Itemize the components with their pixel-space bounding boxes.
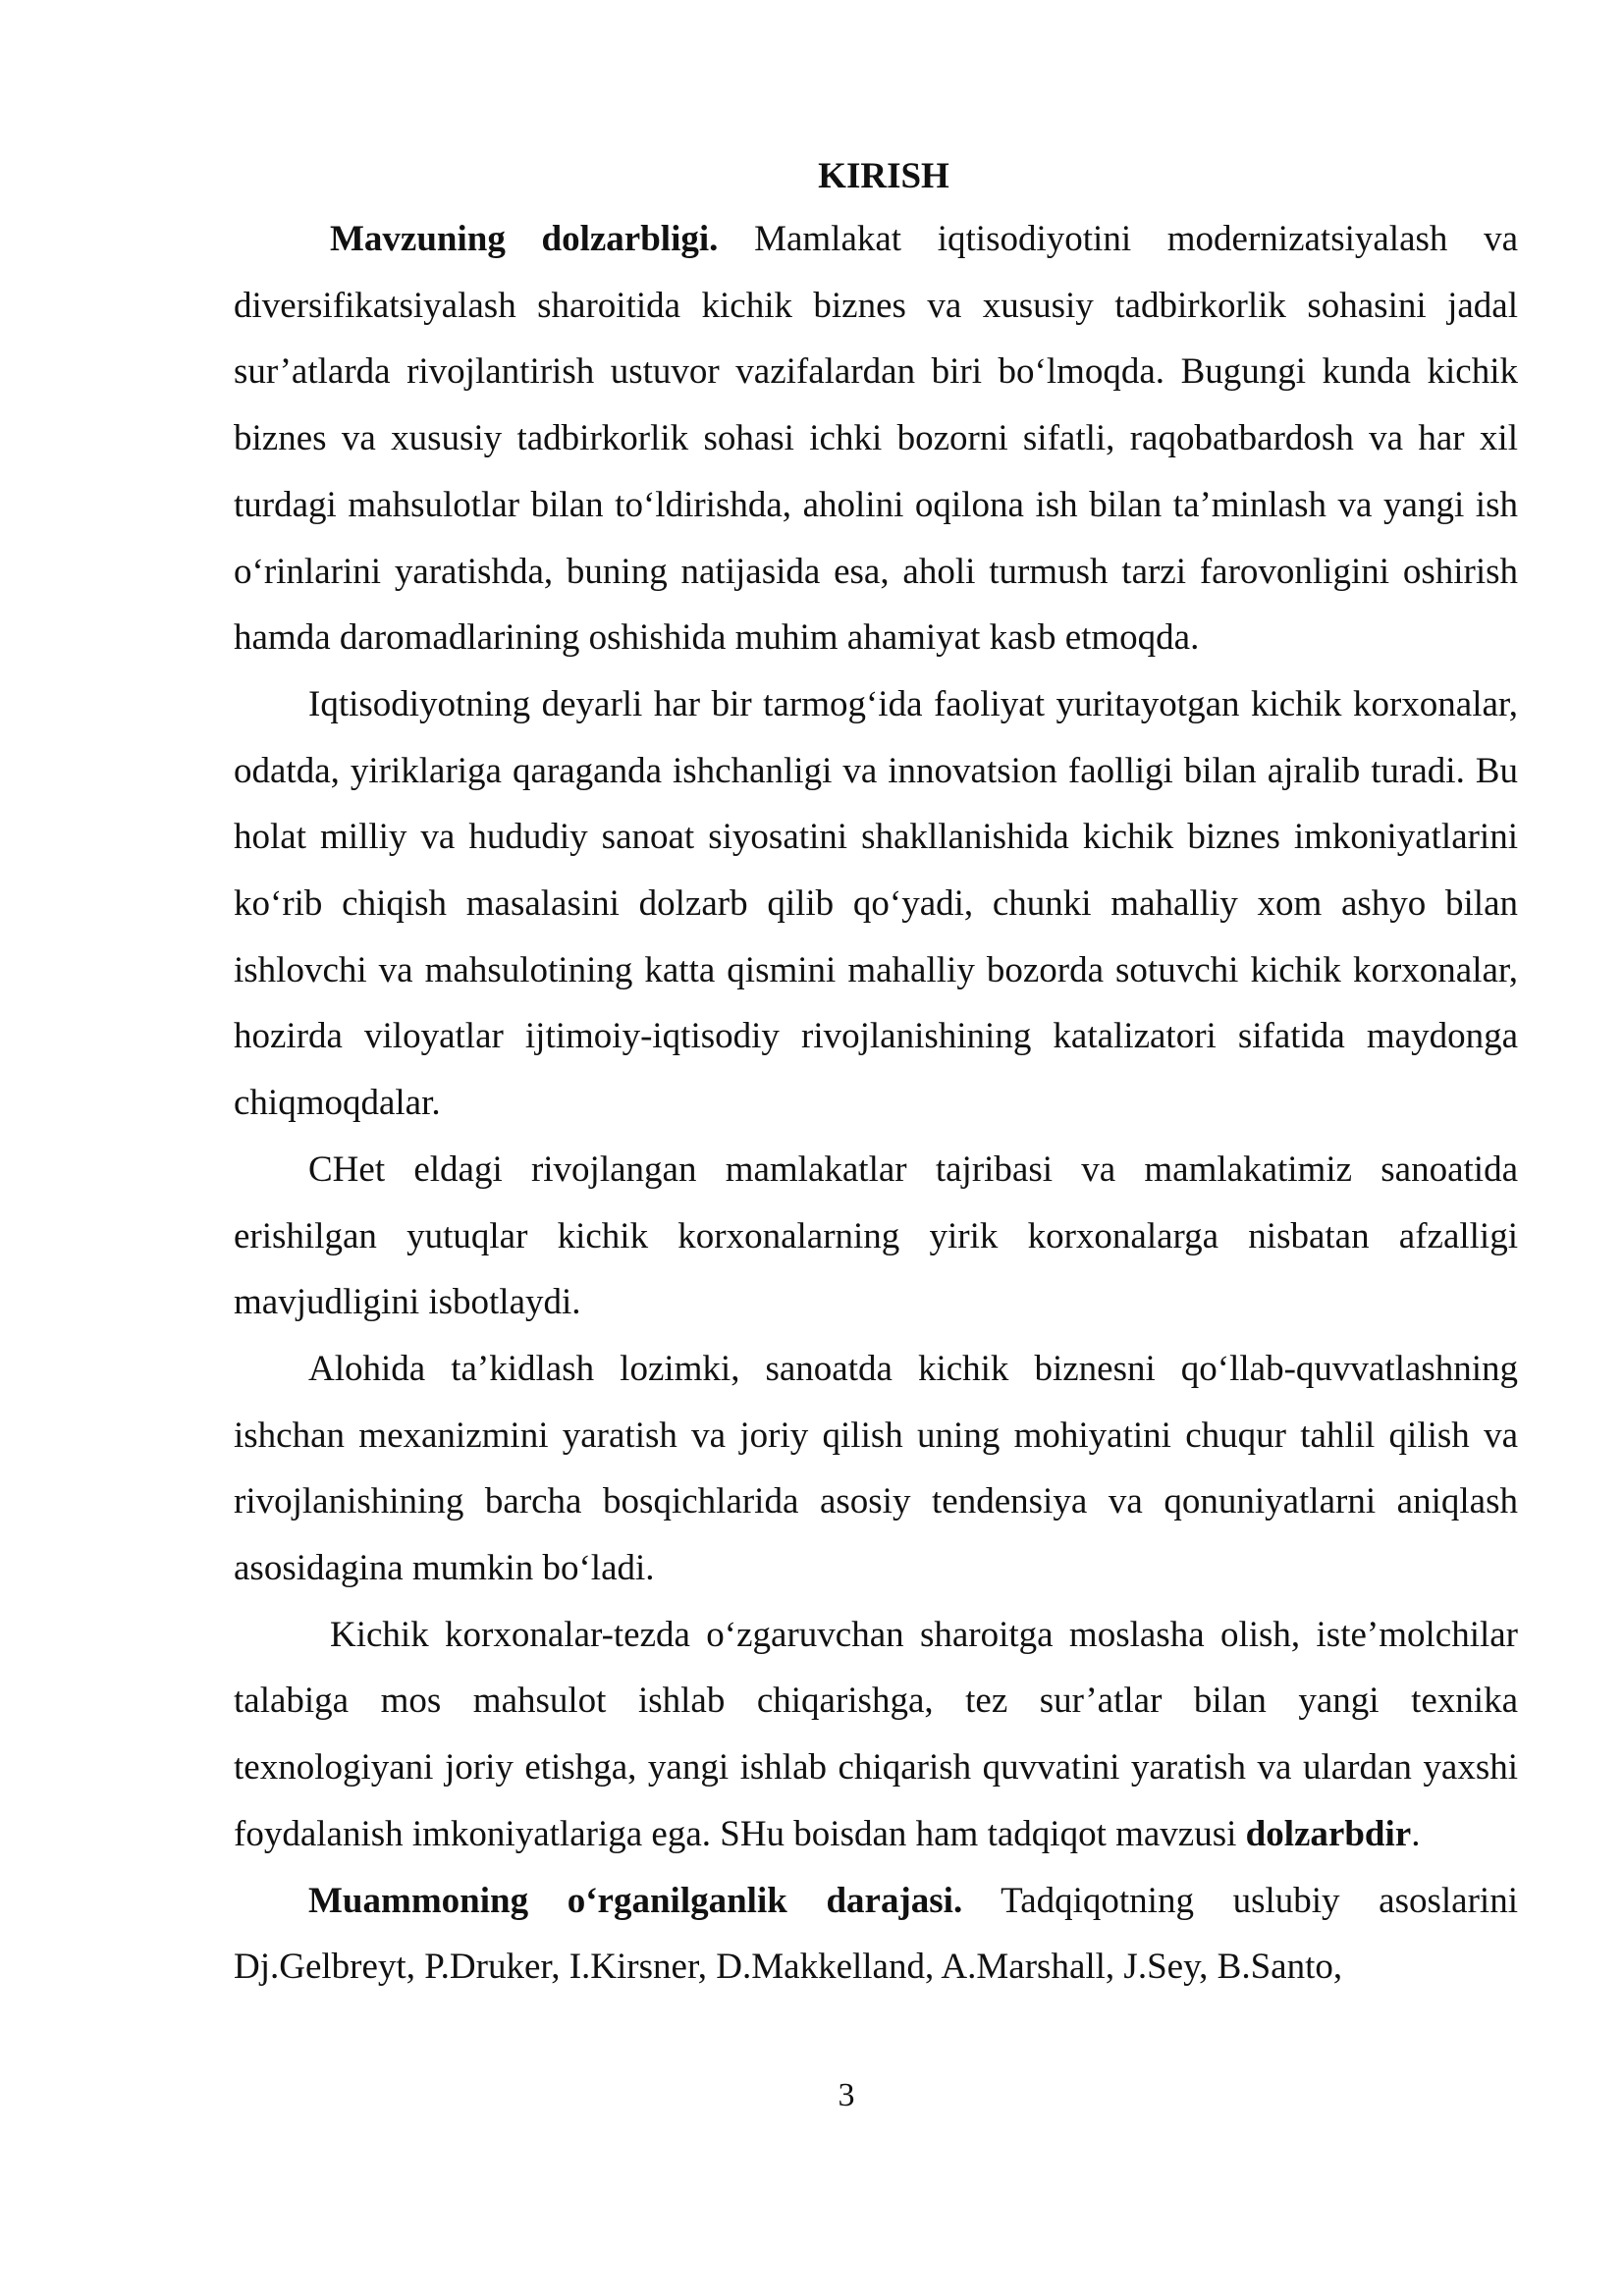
section-heading: KIRISH — [818, 156, 949, 196]
page-content — [234, 147, 1518, 2001]
paragraph-small-enterprises — [234, 671, 1518, 1137]
paragraph-text: CHet eldagi rivojlangan mamlakatlar tajribasi va mamlakatimiz sanoatida erishilgan yutuqlar kichik korxonalarning yirik korxonalarga nisbatan afzalligi mavjudligini isbotlaydi. — [234, 1148, 1518, 1323]
paragraph-study-degree — [234, 1868, 1518, 2001]
paragraph-emphasis: dolzarbdir — [1245, 1813, 1412, 1854]
paragraph-text: Tadqiqotning uslubiy asoslarini Dj.Gelbreyt, P.Druker, I.Kirsner, D.Makkelland, A.Marshall, J.Sey, B.Santo, — [234, 1880, 1518, 1988]
paragraph-flexibility — [234, 1602, 1518, 1868]
paragraph-text: Alohida ta’kidlash lozimki, sanoatda kichik biznesni qo‘llab-quvvatlashning ishchan mexanizmini yaratish va joriy qilish uning mohiyatini chuqur tahlil qilish va rivojlanishining barcha bosqichlarida asosiy tendensiya va qonuniyatlarni aniqlash asosidagina mumkin bo‘ladi. — [234, 1348, 1518, 1589]
paragraph-lead-relevance: Mavzuning dolzarbligi. — [330, 219, 719, 259]
paragraph-text: Mamlakat iqtisodiyotini modernizatsiyalash va diversifikatsiyalash sharoitida kichik biznes va xususiy tadbirkorlik sohasini jadal sur’atlarda rivojlantirish ustuvor vazifalardan biri bo‘lmoqda. Bugungi kunda kichik biznes va xususiy tadbirkorlik sohasi ichki bozorni sifatli, raqobatbardosh va har xil turdagi mahsulotlar bilan to‘ldirishda, aholini oqilona ish bilan ta’minlash va yangi ish o‘rinlarini yaratishda, buning natijasida esa, aholi turmush tarzi farovonligini oshirish hamda daromadlarining oshishida muhim ahamiyat kasb etmoqda. — [234, 219, 1518, 659]
paragraph-foreign-experience — [234, 1137, 1518, 1336]
paragraph-tail: . — [1411, 1813, 1421, 1854]
page-number: 3 — [838, 2077, 855, 2113]
paragraph-text: Iqtisodiyotning deyarli har bir tarmog‘ida faoliyat yuritayotgan kichik korxonalar, odatda, yiriklariga qaraganda ishchanligi va innovatsion faolligi bilan ajralib turadi. Bu holat milliy va hududiy sanoat siyosatini shakllanishida kichik biznes imkoniyatlarini ko‘rib chiqish masalasini dolzarb qilib qo‘yadi, chunki mahalliy xom ashyo bilan ishlovchi va mahsulotining katta qismini mahalliy bozorda sotuvchi kichik korxonalar, hozirda viloyatlar ijtimoiy-iqtisodiy rivojlanishining katalizatori sifatida maydonga chiqmoqdalar. — [234, 683, 1518, 1124]
paragraph-relevance — [234, 206, 1518, 671]
paragraph-text: Kichik korxonalar-tezda o‘zgaruvchan sharoitga moslasha olish, iste’molchilar talabiga mos mahsulot ishlab chiqarishga, tez sur’atlar bilan yangi texnika texnologiyani joriy etishga, yangi ishlab chiqarish quvvatini yaratish va ulardan yaxshi foydalanish imkoniyatlariga ega. SHu boisdan ham tadqiqot mavzusi — [234, 1614, 1518, 1854]
paragraph-support-mechanism — [234, 1336, 1518, 1602]
paragraph-lead-study-degree: Muammoning o‘rganilganlik darajasi. — [308, 1880, 963, 1921]
